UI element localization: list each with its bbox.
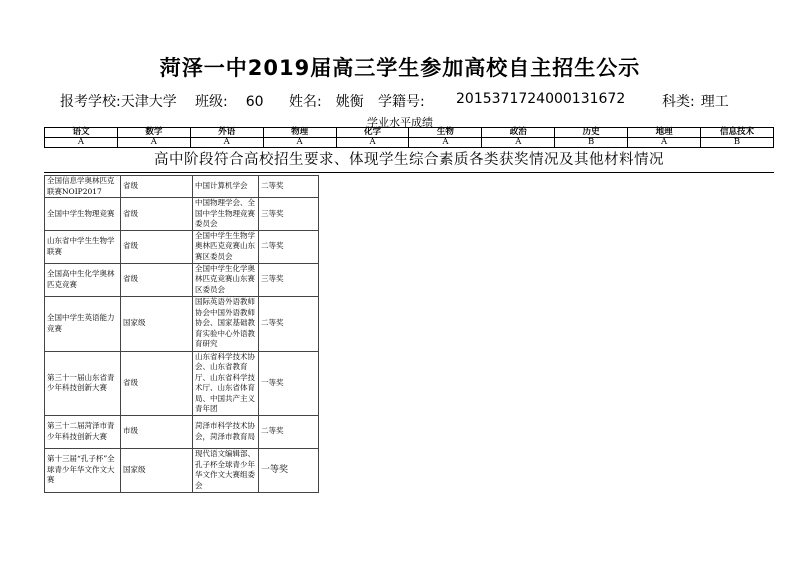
award-row	[45, 230, 319, 263]
award-prize: 三等奖	[259, 263, 319, 296]
award-prize: 二等奖	[259, 230, 319, 263]
name-value: 姚衡	[335, 94, 364, 110]
award-row	[45, 448, 319, 492]
award-prize: 三等奖	[259, 198, 319, 231]
award-level: 省级	[121, 198, 193, 231]
award-prize: 二等奖	[259, 176, 319, 198]
class-field	[195, 91, 264, 111]
grade-header: 地理	[628, 128, 701, 138]
award-organizer: 全国中学生化学奥林匹克竞赛山东赛区委员会	[193, 263, 259, 296]
award-row	[45, 415, 319, 448]
grade-header: 物理	[263, 128, 336, 138]
school-value: 天津大学	[120, 94, 177, 110]
award-organizer: 全国中学生生物学奥林匹克竞赛山东赛区委员会	[193, 230, 259, 263]
award-prize: 一等奖	[259, 351, 319, 415]
award-competition: 全国信息学奥林匹克联赛NOIP2017	[45, 176, 121, 198]
awards-table	[44, 175, 319, 493]
award-competition: 第三十一届山东省青少年科技创新大赛	[45, 351, 121, 415]
award-level: 省级	[121, 176, 193, 198]
award-prize: 二等奖	[259, 415, 319, 448]
grade-header: 数学	[117, 128, 190, 138]
grade-value: B	[555, 138, 628, 148]
grade-header: 信息技术	[701, 128, 774, 138]
class-label: 班级:	[195, 94, 228, 110]
school-field	[60, 91, 177, 111]
grade-header: 语文	[45, 128, 118, 138]
grade-value: A	[45, 138, 118, 148]
award-level: 国家级	[121, 296, 193, 351]
award-row	[45, 351, 319, 415]
award-level: 省级	[121, 230, 193, 263]
award-organizer: 山东省科学技术协会、山东省教育厅、山东省科学技术厅、山东省体育局、中国共产主义青年团	[193, 351, 259, 415]
page-title: 菏泽一中2019届高三学生参加高校自主招生公示	[159, 56, 641, 80]
award-competition: 全国中学生英语能力竞赛	[45, 296, 121, 351]
award-row	[45, 198, 319, 231]
award-level: 国家级	[121, 448, 193, 492]
grades-header-row	[45, 128, 774, 138]
class-value: 60	[245, 94, 264, 110]
grade-value: A	[190, 138, 263, 148]
award-competition: 全国高中生化学奥林匹克竞赛	[45, 263, 121, 296]
section-title: 高中阶段符合高校招生要求、体现学生综合素质各类获奖情况及其他材料情况	[44, 150, 774, 173]
grade-value: A	[336, 138, 409, 148]
subject-field	[662, 91, 729, 111]
award-organizer: 菏泽市科学技术协会，菏泽市教育局	[193, 415, 259, 448]
student-id-label: 学籍号:	[378, 94, 425, 110]
grade-header: 生物	[409, 128, 482, 138]
award-competition: 第三十二届菏泽市青少年科技创新大赛	[45, 415, 121, 448]
award-row	[45, 176, 319, 198]
grade-header: 化学	[336, 128, 409, 138]
award-organizer: 中国物理学会、全国中学生物理竞赛委员会	[193, 198, 259, 231]
award-prize: 二等奖	[259, 296, 319, 351]
grade-value: A	[628, 138, 701, 148]
award-level: 省级	[121, 263, 193, 296]
grade-value: A	[482, 138, 555, 148]
award-row	[45, 263, 319, 296]
award-organizer: 现代语文编辑部、孔子杯全球青少年华文作文大赛组委会	[193, 448, 259, 492]
grade-value: A	[263, 138, 336, 148]
school-label: 报考学校:	[60, 94, 121, 110]
subject-value: 理工	[700, 94, 729, 110]
award-level: 省级	[121, 351, 193, 415]
award-organizer: 中国计算机学会	[193, 176, 259, 198]
name-field	[289, 91, 364, 111]
grade-header: 外语	[190, 128, 263, 138]
name-label: 姓名:	[289, 94, 322, 110]
subject-label: 科类:	[662, 94, 695, 110]
award-competition: 第十三届“孔子杯”全球青少年华文作文大赛	[45, 448, 121, 492]
grade-header: 政治	[482, 128, 555, 138]
grade-value: A	[409, 138, 482, 148]
student-id-value: 2015371724000131672	[456, 91, 626, 107]
grade-header: 历史	[555, 128, 628, 138]
student-id-field	[378, 91, 425, 111]
award-competition: 山东省中学生生物学联赛	[45, 230, 121, 263]
award-level: 市级	[121, 415, 193, 448]
award-organizer: 国际英语外语教师协会中国外语教师协会、国家基础教育实验中心外语教育研究	[193, 296, 259, 351]
award-row	[45, 296, 319, 351]
grade-value: A	[117, 138, 190, 148]
grade-value: B	[701, 138, 774, 148]
award-prize: 一等奖	[259, 448, 319, 492]
grades-value-row	[45, 138, 774, 148]
grades-caption: 学业水平成绩	[367, 116, 433, 129]
grades-table	[44, 127, 774, 148]
award-competition: 全国中学生物理竞赛	[45, 198, 121, 231]
